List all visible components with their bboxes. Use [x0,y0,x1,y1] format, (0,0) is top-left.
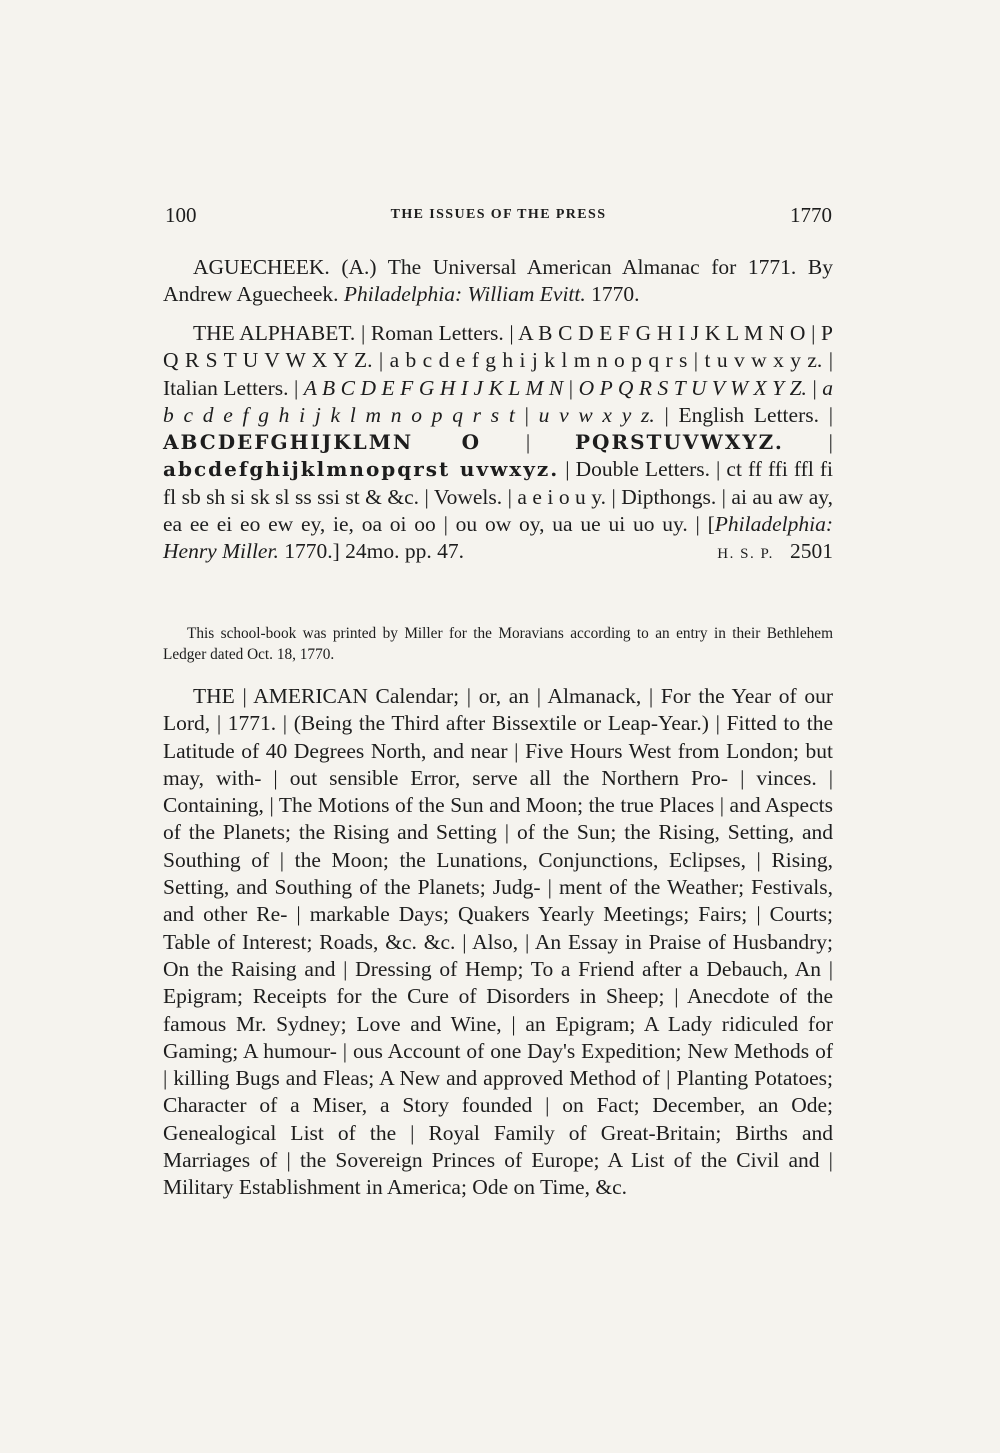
entry-imprint: Philadelphia: William Evitt. [343,282,586,307]
entry-text: AGUECHEEK. (A.) The Universal American Almanac for 1771. By Andrew Aguecheek. [163,255,833,307]
entry-text: | English Letters. | [654,402,833,427]
entry-collation: 1770.] 24mo. pp. 47. [278,539,464,564]
entry-text: | Double Letters. | ct ff ffi ffl fi fl sb sh si sk sl ss ssi st & &c. | Vowels. | a e i o u y. | Dipthongs. | ai au aw ay, ea ee ei eo ew ey, ie, oa oi oo | ou ow oy, ua ue ui uo uy. | [ [163,457,833,537]
entry-imprint: Philadelphia: Henry Miller. [163,512,833,564]
entry-reference [687,538,833,568]
separator: | [806,375,823,400]
running-title: THE ISSUES OF THE PRESS [390,207,607,222]
entry-text: THE | AMERICAN Calendar; | or, an | Almanack, | For the Year of our Lord, | 1771. | (Being the Third after Bissextile or Leap-Year.) | Fitted to the Latitude of 40 Degrees North, and near | Five Hours West from London; but may, with- | out sensible Error, serve all the Northern Pro- | vinces. | Containing, | The Motions of the Sun and Moon; the true Places | and Aspects of the Planets; the Rising and Setting | of the Sun; the Rising, Setting, and Southing of | the Moon; the Lunations, Conjunctions, Eclipses, | Rising, Setting, and Southing of the Planets; Judg- | ment of the Weather; Festivals, and other Re- | markable Days; Quakers Yearly Meetings; Fairs; | Courts; Table of Interest; Roads, &c. &c. | Also, | An Essay in Praise of Husbandry; On the Raising and | Dressing of Hemp; To a Friend after a Debauch, An | Epigram; Receipts for the Cure of Disorders in Sheep; | Anecdote of the famous Mr. Sydney; Love and Wine, | an Epigram; A Lady ridiculed for Gaming; A humour- | ous Account of one Day's Expedition; New Methods of | killing Bugs and Fleas; A New and approved Method of | Planting Potatoes; Character of a Miser, a Story founded | on Fact; December, an Ode; Genealogical List of the | Royal Family of Great-Britain; Births and Marriages of | the Sovereign Princes of Europe; A List of the Civil and | Military Establishment in America; Ode on Time, &c. [163,684,833,1200]
entry-text: THE ALPHABET. | Roman Letters. | A B C D E F G H I J K L M N O | P Q R S T U V W X Y Z. | a b c d e f g h i j k l m n o p q r s | t u v w x y z. | Italian Letters. | [163,321,833,400]
separator: | [563,375,579,400]
entry-number: 2501 [790,539,833,564]
entry-aguecheek [163,254,833,309]
blackletter-upper: ABCDEFGHIJKLMN O [163,430,482,455]
entry-paragraph [163,254,833,309]
page-header [165,203,832,233]
entry-location: H. S. P. [717,546,774,563]
separator: | [481,430,575,455]
entry-alphabet [163,320,833,569]
entry-date: 1770. [585,282,640,307]
separator: | [514,402,539,427]
entry-note [163,623,833,665]
blackletter-lower: abcdefghijklmnopqrst uvwxyz. [163,457,560,482]
page-number: 100 [165,203,197,227]
entry-paragraph [163,320,833,566]
separator: | [783,430,833,455]
italic-letters-lower-2: u v w x y z. [538,402,655,427]
italic-letters-upper-2: O P Q R S T U V W X Y Z. [578,375,807,400]
note-text: This school-book was printed by Miller for the Moravians according to an entry in their Bethlehem Ledger dated Oct. 18, 1770. [163,625,833,663]
header-year: 1770 [790,203,832,227]
italic-letters-lower: a b c d e f g h i j k l m n o p q r s t [163,375,833,427]
blackletter-upper-2: PQRSTUVWXYZ. [575,430,784,455]
entry-american-calendar [163,683,833,1202]
italic-letters-upper: A B C D E F G H I J K L M N [303,375,564,400]
